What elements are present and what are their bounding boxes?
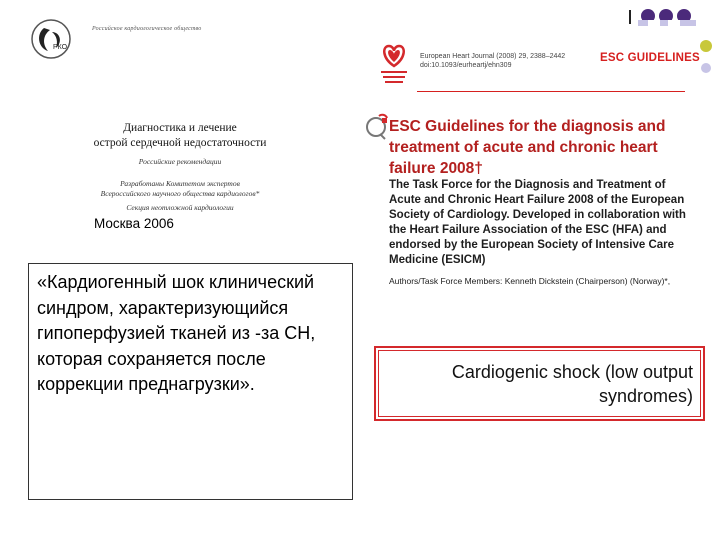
journal-citation: European Heart Journal (2008) 29, 2388–2442 doi:10.1093/eurheartj/ehn309 xyxy=(420,53,566,69)
ru-subtitle: Российские рекомендации xyxy=(138,157,222,166)
quote-box xyxy=(28,263,353,500)
ru-section: Секция неотложной кардиологии xyxy=(126,203,234,212)
header-rule xyxy=(417,91,685,92)
authors-line: Authors/Task Force Members: Kenneth Dickstein (Chairperson) (Norway)*, xyxy=(389,276,671,286)
decor-dot-olive xyxy=(700,40,712,52)
open-access-icon xyxy=(365,112,389,140)
svg-text:РКО: РКО xyxy=(53,44,68,51)
ru-header: Российское кардиологическое общество xyxy=(92,26,202,32)
english-definition-text: Cardiogenic shock (low output syndromes) xyxy=(451,362,693,406)
ru-developed-by: Разработаны Комитетом экспертов Всероссийского научного общества кардиологов* xyxy=(100,179,260,198)
rko-logo xyxy=(30,18,72,60)
decor-strip xyxy=(638,20,696,26)
task-force-text: The Task Force for the Diagnosis and Treatment of Acute and Chronic Heart Failure 2008 of the European Society of Cardiology. Developed in collaboration with the Heart Failure Association of the ESC (HFA) and endorsed by the European Society of Intensive Care Medicine (ESICM) xyxy=(389,179,686,266)
esc-guidelines-brand: ESC GUIDELINES xyxy=(600,52,700,64)
ru-city-year: Москва 2006 xyxy=(94,216,174,231)
ru-title: Диагностика и лечение острой сердечной недостаточности xyxy=(93,122,267,149)
article-title: ESC Guidelines for the diagnosis and treatment of acute and chronic heart failure 2008† xyxy=(389,118,666,177)
decor-divider xyxy=(629,10,631,24)
quote-text: «Кардиогенный шок клинический синдром, характеризующийся гипоперфузией тканей из -за СН, которая сохраняется после коррекции преднагрузки». xyxy=(37,272,316,394)
esc-logo xyxy=(378,40,410,90)
english-definition-box xyxy=(374,346,705,421)
decor-dot-lavender xyxy=(701,63,711,73)
